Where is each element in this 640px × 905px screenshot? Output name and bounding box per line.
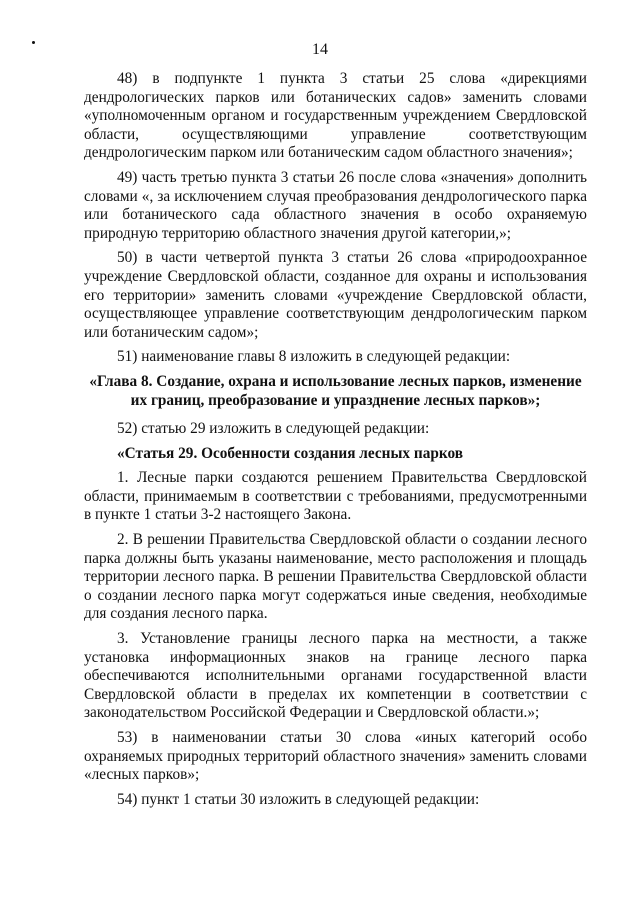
article-29-point-3: 3. Установление границы лесного парка на местности, а также установка информационных знаков на границе лесного парка обеспечиваются исполнительными органами государственной власти Свердловской области в пределах их компетенции в соответствии с законодательством Российской Федерации и Свердловской области.»; [84, 630, 587, 722]
paragraph-54: 54) пункт 1 статьи 30 изложить в следующей редакции: [117, 790, 480, 808]
paragraph-49: 49) часть третью пункта 3 статьи 26 после слова «значения» дополнить словами «, за исключением случая преобразования дендрологического парка или ботанического сада областного значения в особо охраняемую природную территорию областного значения другой категории,»; [84, 168, 587, 242]
paragraph-50: 50) в части четвертой пункта 3 статьи 26 слова «природоохранное учреждение Свердловской области, созданное для охраны и использования его территории» заменить словами «учреждение Свердловской области, осуществляющее управление соответствующим дендрологическим парком или ботаническим садом»; [84, 249, 587, 341]
page-number: 14 [312, 41, 328, 58]
article-29-point-1: 1. Лесные парки создаются решением Правительства Свердловской области, принимаемым в соответствии с требованиями, предусмотренными в пункте 1 статьи 3-2 настоящего Закона. [84, 469, 587, 524]
document-body [84, 70, 587, 815]
chapter-8-heading: «Глава 8. Создание, охрана и использование лесных парков, изменение их границ, преобразование и упразднение лесных парков»; [89, 372, 582, 409]
paragraph-48: 48) в подпункте 1 пункта 3 статьи 25 слова «дирекциями дендрологических парков или ботанических садов» заменить словами «уполномоченным органом и государственным учреждением Свердловской области, осуществляющими управление соответствующим дендрологическим парком или ботаническим садом областного значения»; [84, 70, 587, 162]
paragraph-52: 52) статью 29 изложить в следующей редакции: [117, 420, 430, 438]
article-29-heading: «Статья 29. Особенности создания лесных парков [117, 444, 463, 462]
paragraph-53: 53) в наименовании статьи 30 слова «иных категорий особо охраняемых природных территорий областного значения» заменить словами «лесных парков»; [84, 729, 587, 784]
article-29-point-2: 2. В решении Правительства Свердловской области о создании лесного парка должны быть указаны наименование, место расположения и площадь территории лесного парка. В решении Правительства Свердловской области о создании лесного парка могут содержаться иные сведения, необходимые для создания лесного парка. [84, 531, 587, 623]
paragraph-51: 51) наименование главы 8 изложить в следующей редакции: [117, 348, 511, 366]
